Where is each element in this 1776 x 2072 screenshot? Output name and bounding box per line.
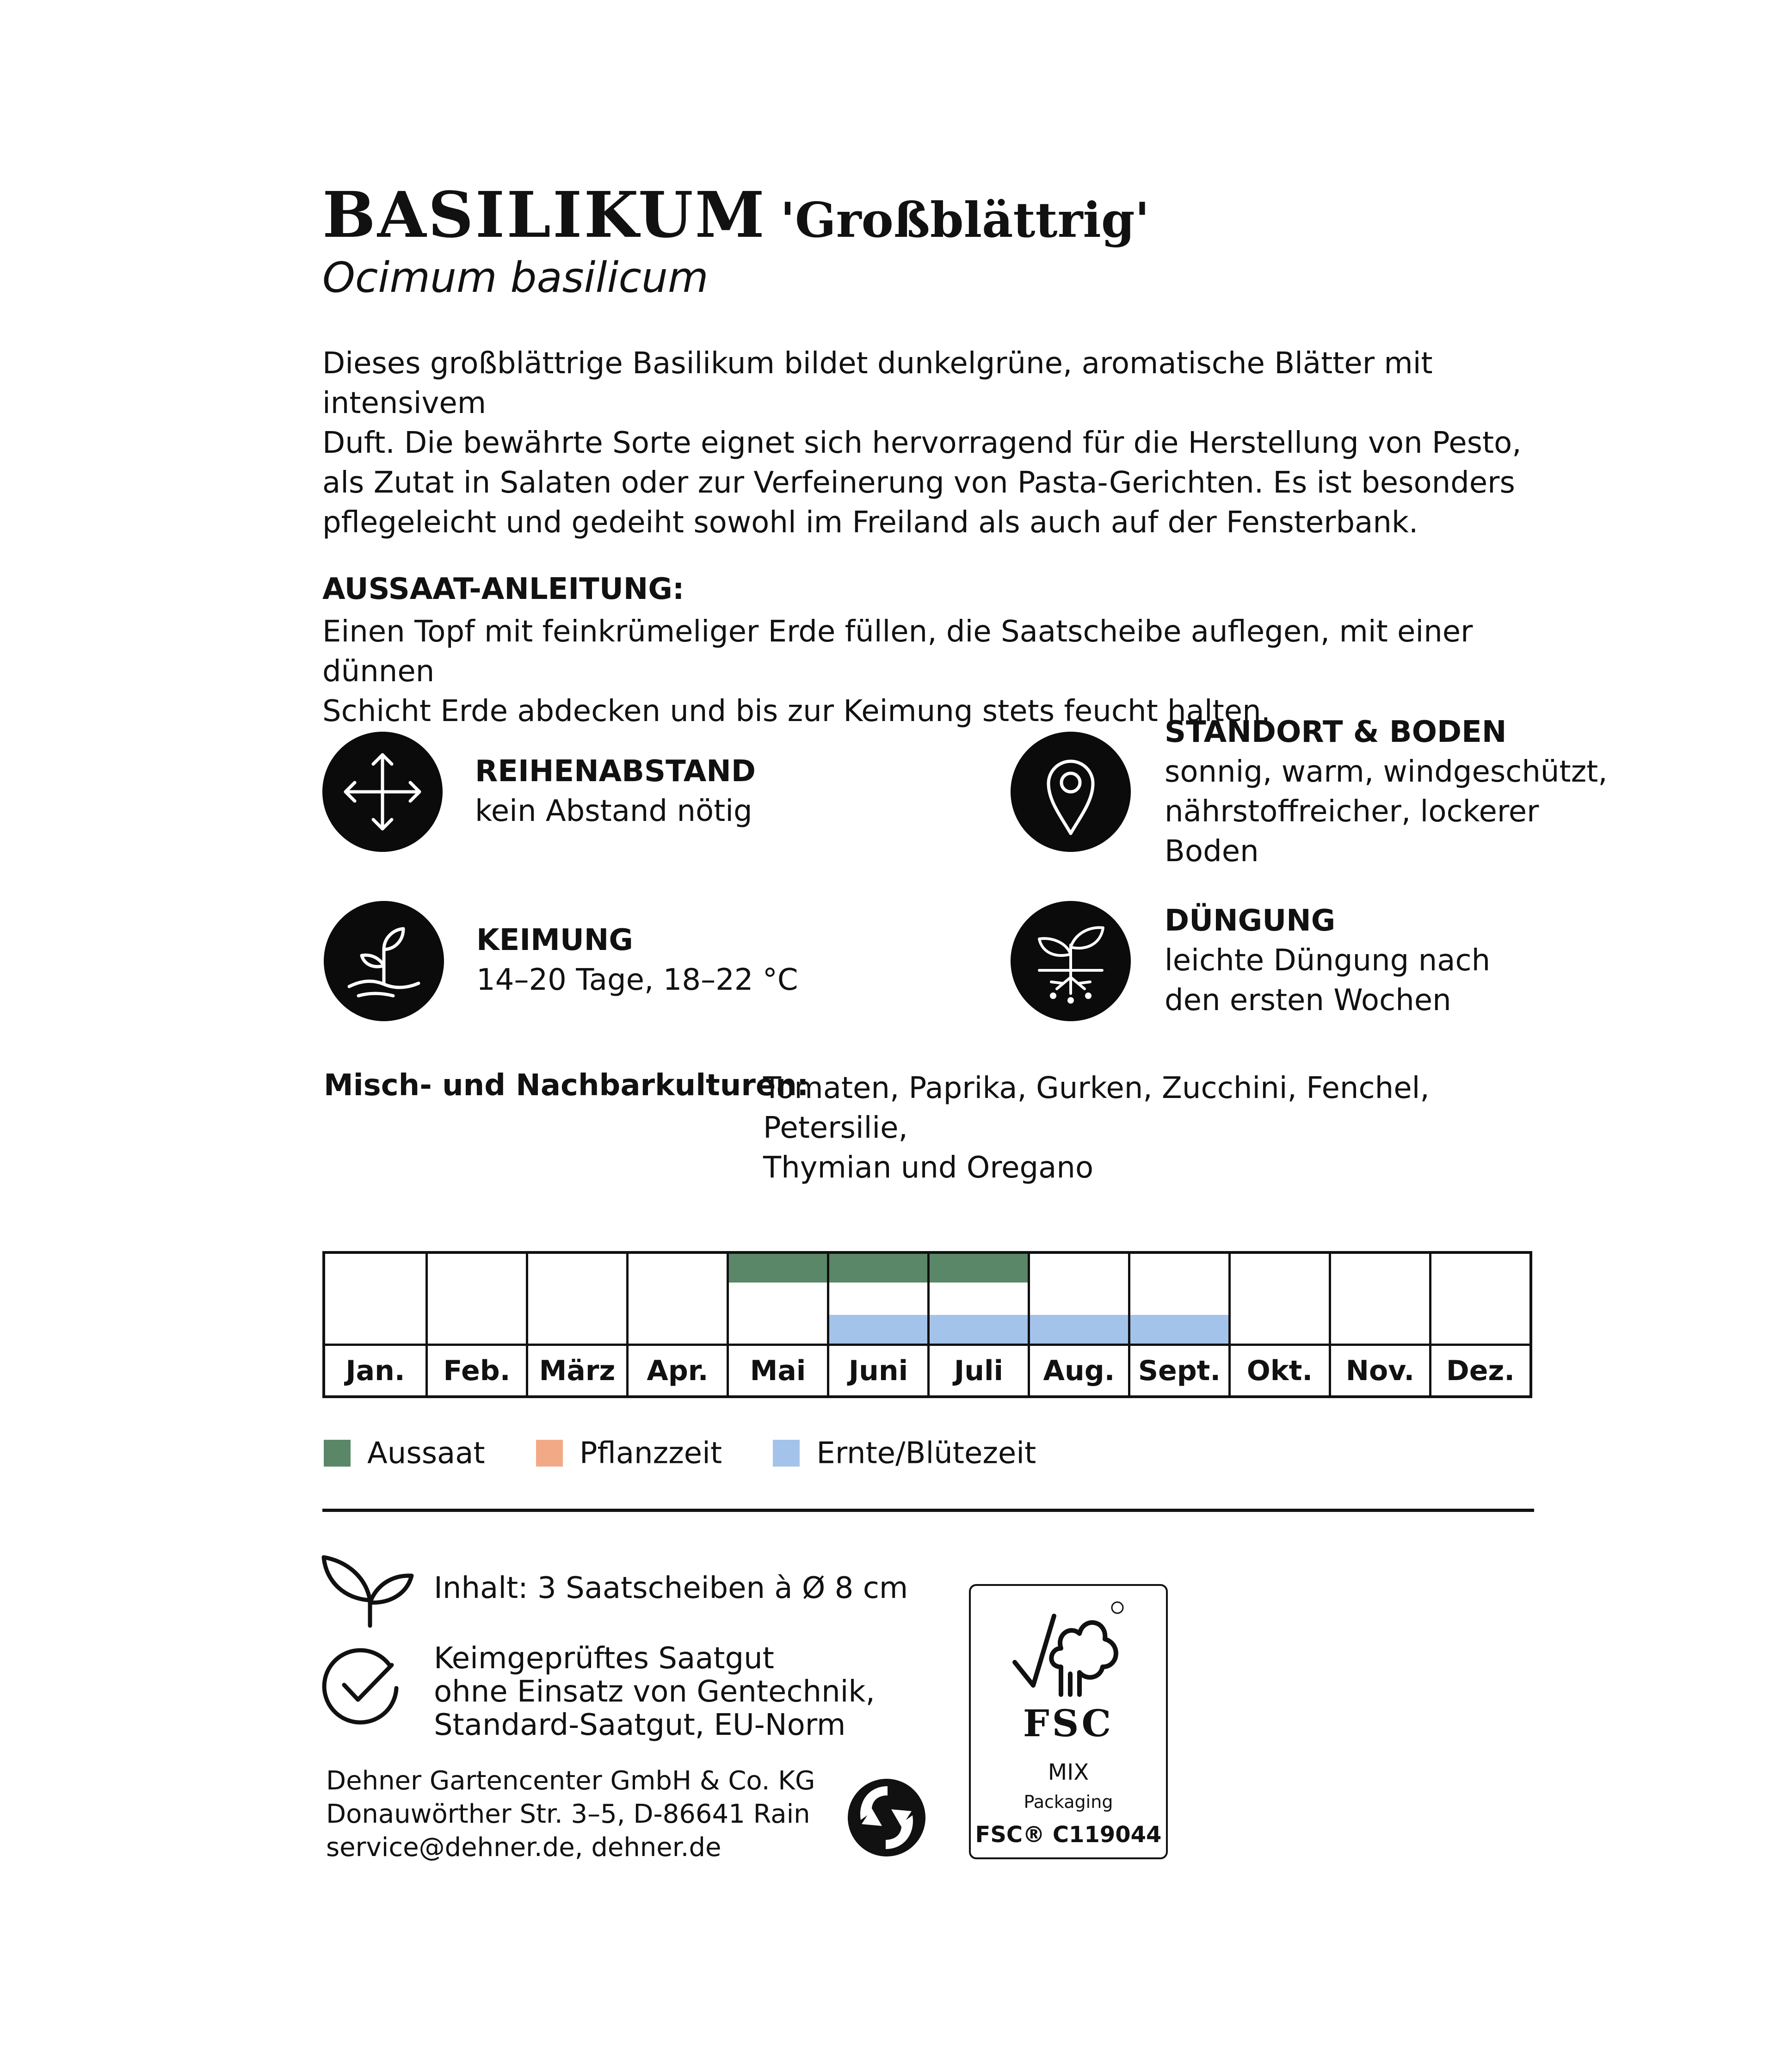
calendar-month-10 — [1228, 1254, 1329, 1395]
recycling-green-dot-icon — [845, 1776, 928, 1859]
info-title: KEIMUNG — [476, 923, 633, 957]
quality-line: ohne Einsatz von Gentechnik, — [434, 1675, 875, 1709]
calendar-month-5 — [727, 1254, 827, 1395]
fsc-tree-icon — [1010, 1597, 1130, 1704]
quality-line: Standard-Saatgut, EU-Norm — [434, 1708, 846, 1742]
calendar-month-label: Sept. — [1130, 1344, 1228, 1395]
growing-calendar — [322, 1251, 1532, 1398]
calendar-month-8 — [1028, 1254, 1128, 1395]
legend-swatch-sowing — [324, 1440, 351, 1467]
leaves-icon — [319, 1547, 416, 1630]
companion-plants — [763, 1068, 1549, 1188]
legend-label: Pflanzzeit — [579, 1436, 722, 1471]
seedling-icon — [324, 901, 444, 1021]
calendar-month-label: Dez. — [1431, 1344, 1529, 1395]
legend-label: Ernte/Blütezeit — [816, 1436, 1036, 1471]
fsc-packaging: Packaging — [1024, 1792, 1113, 1812]
calendar-month-4 — [626, 1254, 727, 1395]
info-row-spacing — [475, 752, 756, 831]
calendar-month-label: Jan. — [325, 1344, 426, 1395]
calendar-month-label: Okt. — [1231, 1344, 1329, 1395]
harvest-bar — [1030, 1315, 1128, 1344]
legend-swatch-harvest — [773, 1440, 800, 1467]
description — [322, 344, 1571, 543]
info-title: REIHENABSTAND — [475, 754, 756, 789]
calendar-month-label: Juli — [930, 1344, 1028, 1395]
description-line: Dieses großblättrige Basilikum bildet dunkelgrüne, aromatische Blätter mit intensivem — [322, 346, 1433, 420]
info-text: nährstoffreicher, lockerer — [1165, 795, 1539, 829]
info-fertilizing — [1165, 901, 1490, 1020]
companion-line: Tomaten, Paprika, Gurken, Zucchini, Fenchel, Petersilie, — [763, 1071, 1430, 1145]
calendar-month-label: Mai — [729, 1344, 827, 1395]
content-info: Inhalt: 3 Saatscheiben à Ø 8 cm — [434, 1571, 908, 1605]
calendar-month-label: Feb. — [428, 1344, 526, 1395]
calendar-month-label: Nov. — [1331, 1344, 1429, 1395]
info-text: Boden — [1165, 834, 1259, 869]
calendar-month-9 — [1128, 1254, 1228, 1395]
legend-swatch-planting — [536, 1440, 563, 1467]
divider — [322, 1509, 1534, 1512]
info-location — [1165, 712, 1608, 871]
legend-label: Aussaat — [367, 1436, 485, 1471]
description-line: als Zutat in Salaten oder zur Verfeinerung von Pasta-Gerichten. Es ist besonders — [322, 466, 1515, 500]
calendar-month-label: Aug. — [1030, 1344, 1128, 1395]
calendar-legend — [324, 1434, 1078, 1470]
companion-line: Thymian und Oregano — [763, 1151, 1094, 1185]
info-text: kein Abstand nötig — [475, 794, 752, 828]
calendar-month-12 — [1429, 1254, 1529, 1395]
product-title — [322, 178, 1149, 252]
calendar-month-label: Apr. — [629, 1344, 727, 1395]
legend-item-harvest — [773, 1435, 1036, 1470]
sowing-heading: AUSSAAT-ANLEITUNG: — [322, 572, 684, 606]
calendar-month-2 — [426, 1254, 526, 1395]
info-text: sonnig, warm, windgeschützt, — [1165, 755, 1608, 789]
legend-item-sowing — [324, 1435, 485, 1470]
calendar-month-label: März — [528, 1344, 626, 1395]
companion-label: Misch- und Nachbarkulturen: — [324, 1068, 809, 1103]
calendar-month-1 — [325, 1254, 426, 1395]
plant-roots-icon — [1011, 901, 1131, 1021]
sowing-bar — [829, 1254, 927, 1283]
sowing-bar — [930, 1254, 1028, 1283]
calendar-month-6 — [827, 1254, 927, 1395]
product-name: BASILIKUM — [322, 178, 767, 252]
sowing-line: Einen Topf mit feinkrümeliger Erde füllen, die Saatscheibe auflegen, mit einer dünnen — [322, 615, 1473, 689]
fsc-label — [969, 1584, 1168, 1859]
harvest-bar — [930, 1315, 1028, 1344]
sowing-line: Schicht Erde abdecken und bis zur Keimung stets feucht halten. — [322, 694, 1270, 728]
arrows-icon — [322, 732, 443, 852]
legend-item-planting — [536, 1435, 722, 1470]
location-pin-icon — [1011, 732, 1131, 852]
calendar-month-7 — [927, 1254, 1028, 1395]
company-address — [326, 1764, 815, 1864]
latin-name: Ocimum basilicum — [322, 253, 709, 302]
calendar-month-3 — [526, 1254, 626, 1395]
fsc-logo-text: FSC — [1023, 1702, 1114, 1745]
fsc-mix: MIX — [1048, 1759, 1089, 1785]
description-line: Duft. Die bewährte Sorte eignet sich hervorragend für die Herstellung von Pesto, — [322, 426, 1522, 460]
info-text: den ersten Wochen — [1165, 983, 1451, 1018]
address-line: Dehner Gartencenter GmbH & Co. KG — [326, 1766, 815, 1796]
info-germination — [476, 920, 798, 1000]
calendar-month-11 — [1329, 1254, 1429, 1395]
sowing-bar — [729, 1254, 827, 1283]
harvest-bar — [829, 1315, 927, 1344]
info-title: STANDORT & BODEN — [1165, 715, 1507, 749]
info-title: DÜNGUNG — [1165, 904, 1336, 938]
quality-info — [434, 1642, 875, 1742]
description-line: pflegeleicht und gedeiht sowohl im Freiland als auch auf der Fensterbank. — [322, 506, 1418, 540]
harvest-bar — [1130, 1315, 1228, 1344]
fsc-license-code: FSC® C119044 — [975, 1822, 1162, 1848]
calendar-month-label: Juni — [829, 1344, 927, 1395]
info-text: leichte Düngung nach — [1165, 944, 1491, 978]
address-line: Donauwörther Str. 3–5, D-86641 Rain — [326, 1799, 810, 1829]
checkmark-icon — [320, 1644, 403, 1727]
quality-line: Keimgeprüftes Saatgut — [434, 1641, 774, 1676]
info-text: 14–20 Tage, 18–22 °C — [476, 963, 798, 997]
variety-name: 'Großblättrig' — [780, 191, 1150, 248]
address-line: service@dehner.de, dehner.de — [326, 1832, 722, 1862]
